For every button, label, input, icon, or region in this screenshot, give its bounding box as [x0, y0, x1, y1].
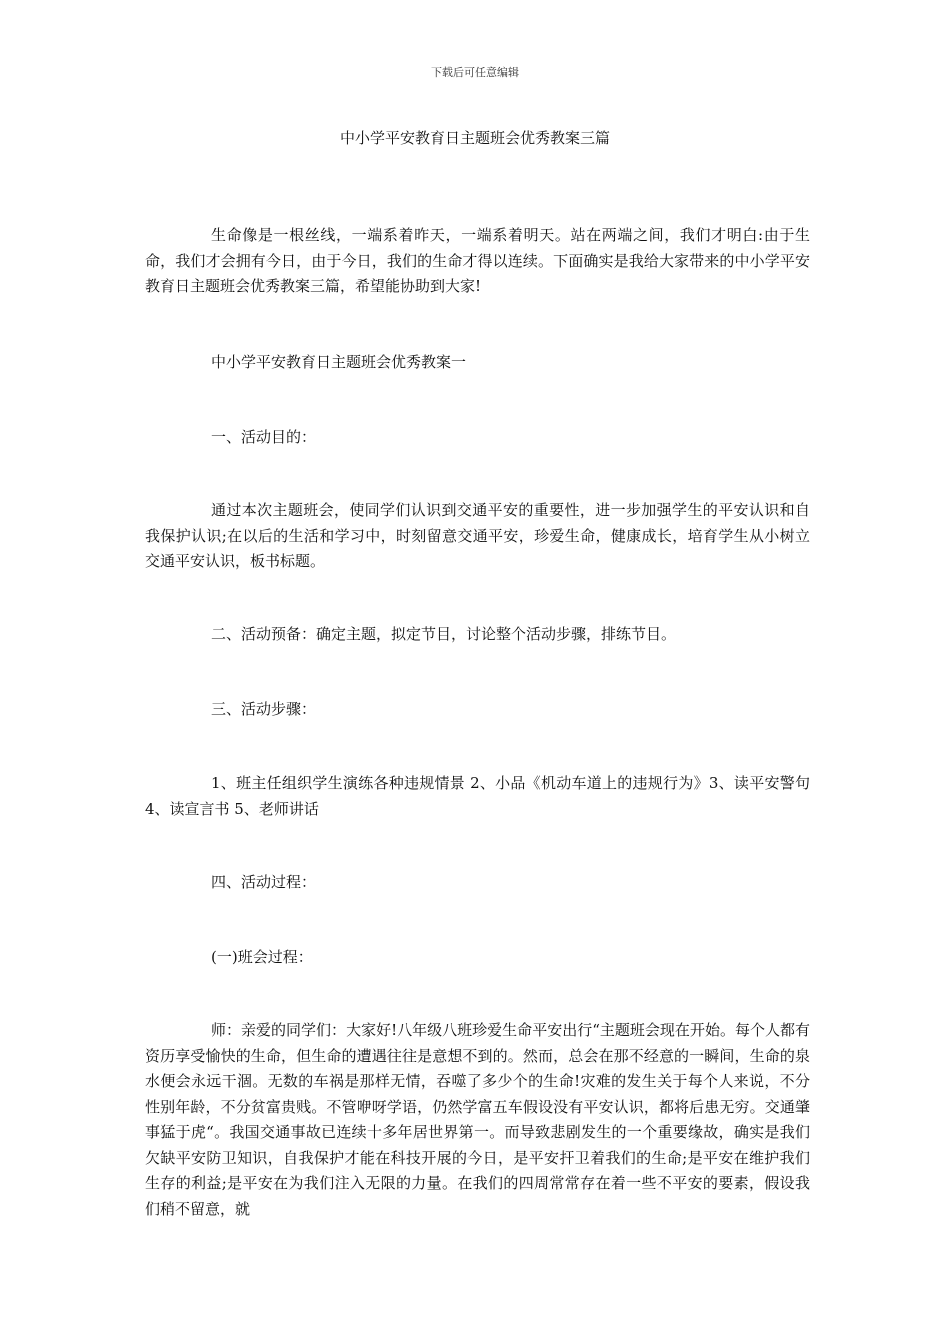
heading-activity-steps: 三、活动步骤： [211, 700, 317, 718]
heading-activity-process: 四、活动过程： [211, 873, 317, 891]
activity-purpose-paragraph: 通过本次主题班会，使同学们认识到交通平安的重要性，进一步加强学生的平安认识和自我保护认识;在以后的生活和学习中，时刻留意交通平安，珍爱生命，健康成长，培育学生从小树立交通平安认识，板书标题。 [145, 501, 810, 570]
document-title: 中小学平安教育日主题班会优秀教案三篇 [339, 129, 610, 147]
header-note: 下载后可任意编辑 [431, 66, 519, 79]
section-heading-lesson-one: 中小学平安教育日主题班会优秀教案一 [211, 353, 467, 371]
activity-preparation-paragraph: 二、活动预备：确定主题，拟定节目，讨论整个活动步骤，排练节目。 [211, 625, 677, 643]
heading-activity-purpose: 一、活动目的： [211, 428, 317, 446]
intro-paragraph: 生命像是一根丝线，一端系着昨天，一端系着明天。站在两端之间，我们才明白:由于生命，我们才会拥有今日，由于今日，我们的生命才得以连续。下面确实是我给大家带来的中小学平安教育日主题班会优秀教案三篇，希望能协助到大家! [145, 226, 810, 295]
activity-steps-paragraph: 1、班主任组织学生演练各种违规情景 2、小品《机动车道上的违规行为》3、读平安警句 4、读宣言书 5、老师讲话 [145, 774, 810, 818]
heading-class-meeting-process: (一)班会过程： [211, 948, 313, 966]
teacher-speech-paragraph: 师：亲爱的同学们：大家好!八年级八班珍爱生命平安出行“主题班会现在开始。每个人都有资历享受愉快的生命，但生命的遭遇往往是意想不到的。然而，总会在那不经意的一瞬间，生命的泉水便会永远干涸。无数的车祸是那样无情，吞噬了多少个的生命!灾难的发生关于每个人来说，不分性别年龄，不分贫富贵贱。不管咿呀学语，仍然学富五车假设没有平安认识，都将后患无穷。交通肇事猛于虎“。我国交通事故已连续十多年居世界第一。而导致悲剧发生的一个重要缘故，确实是我们欠缺平安防卫知识，自我保护才能在科技开展的今日，是平安扞卫着我们的生命;是平安在维护我们生存的利益;是平安在为我们注入无限的力量。在我们的四周常常存在着一些不平安的要素，假设我们稍不留意，就 [145, 1021, 810, 1218]
